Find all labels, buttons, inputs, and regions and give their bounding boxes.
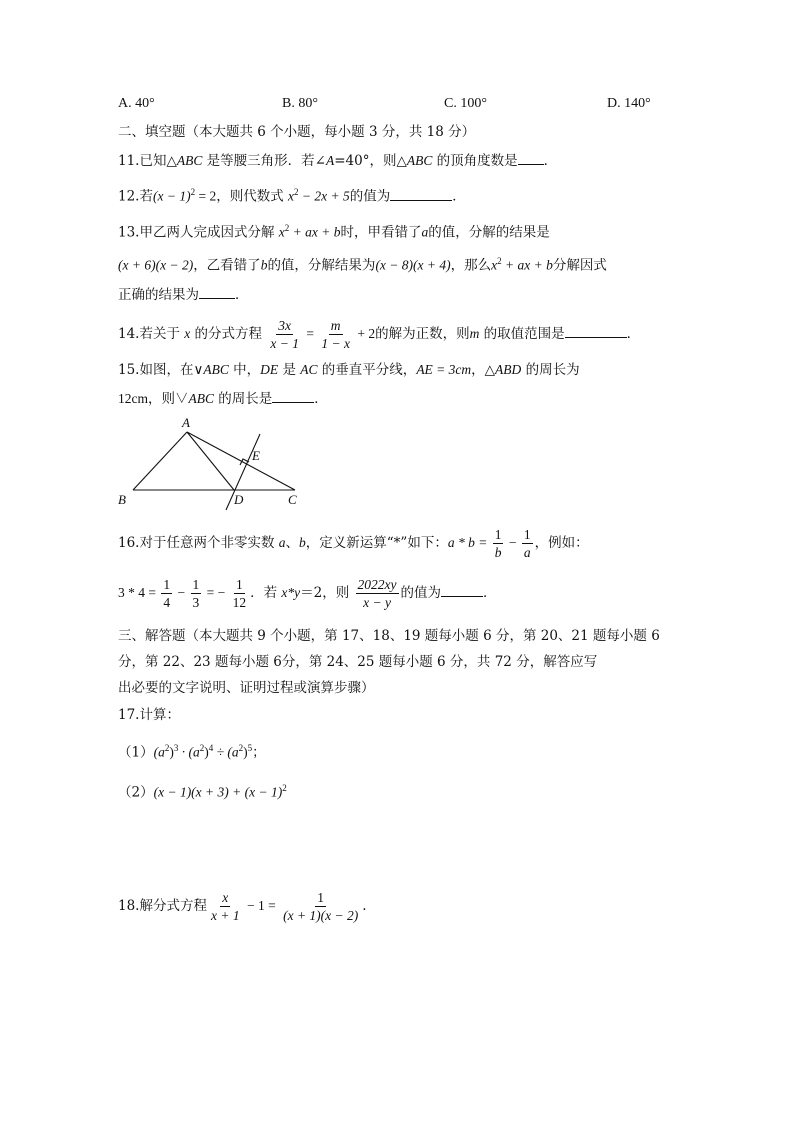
question-17-title: 17.计算：: [118, 707, 180, 723]
q18-text: 18.解分式方程: [118, 898, 207, 914]
q16-ex-fraction-1: [161, 576, 172, 611]
label-b: B: [118, 492, 126, 507]
answer-blank: [390, 186, 452, 201]
fraction-denominator: b: [494, 545, 502, 560]
q15-text: ，△: [471, 362, 496, 378]
q16-ex-fraction-3: [231, 576, 249, 611]
q15-abc: ABC: [203, 362, 229, 377]
label-a: A: [182, 415, 190, 430]
exponent: 4: [208, 743, 214, 753]
q15-text: 中，: [228, 362, 261, 378]
q13-text: 时，甲看错了: [340, 224, 422, 241]
answer-blank: [565, 323, 627, 338]
fraction-numerator: x: [222, 890, 229, 905]
q11-a: A: [325, 153, 335, 168]
fraction-numerator: 1: [523, 527, 531, 542]
q17-expr: ): [169, 744, 174, 760]
q15-ac: AC: [300, 362, 318, 377]
fraction-numerator: 1: [192, 577, 200, 592]
side-ac: [187, 432, 295, 490]
q13-poly: + ax + b: [289, 224, 341, 240]
section2-heading: 二、填空题（本大题共 6 个小题，每小题 3 分，共 18 分）: [118, 124, 476, 140]
section3-heading-line1: 三、解答题（本大题共 9 个小题，第 17、18、19 题每小题 6 分，第 20、21 题每小题 6: [118, 628, 660, 644]
fraction-numerator: 1: [317, 890, 325, 905]
fraction-denominator: a: [523, 545, 531, 560]
question-15-line2: 12cm，则∨ABC 的周长是 ．: [118, 388, 328, 409]
q14-text: 14.若关于: [118, 326, 185, 342]
q12-expression: x: [288, 188, 294, 204]
q16-xy: x*y: [281, 585, 301, 600]
label-e: E: [252, 448, 260, 463]
q15-de: DE: [260, 362, 279, 377]
fraction-denominator: 1 − x: [321, 336, 350, 351]
q15-abd: ABD: [495, 362, 522, 377]
question-16-line2: 3 * 4 = $\frac{1}{4}$ − $\frac{1}{3}$ = − $\frac{1}{12}$ ．若 x*y＝2，则 $\frac{2022xy}{x - y}$ 的值为 ．: [118, 577, 497, 610]
q15-text: 12cm，则∨: [118, 391, 189, 406]
q13-poly: x: [278, 224, 285, 240]
q12-text: ，则代数式: [216, 188, 288, 205]
q13-text: 13.甲乙两人完成因式分解: [118, 224, 279, 241]
q11-abc: ABC: [406, 153, 433, 168]
q13-text: 分解因式: [552, 257, 607, 274]
q11-text: 是等腰三角形．若∠: [202, 153, 326, 169]
q16-ex-fraction-2: [191, 576, 202, 611]
q14-fraction-2: [319, 317, 352, 352]
fraction-denominator: x + 1: [210, 908, 240, 923]
q13-b: b: [260, 257, 268, 273]
q11-text: 的顶角度数是: [432, 153, 518, 169]
question-13-line3: 正确的结果为 ．: [118, 284, 249, 305]
q12-expression: − 2x + 5: [298, 188, 350, 204]
exponent: 2: [199, 743, 205, 753]
q14-text: 的分式方程: [190, 326, 267, 342]
q16-minus: −: [505, 535, 520, 550]
q16-minus: −: [174, 585, 189, 600]
q15-text: 的垂直平分线，: [317, 362, 417, 378]
q14-m: m: [469, 326, 480, 341]
fraction-numerator: m: [330, 318, 341, 333]
question-12: 12.若$(x - 1)^2 = 2$，则代数式 $x^2 - 2x + 5$的值为 ．: [118, 187, 466, 205]
fraction-denominator: x − 1: [270, 336, 299, 351]
q16-equals: = −: [203, 585, 229, 600]
q13-poly: x: [491, 257, 498, 273]
q11-abc: ABC: [176, 153, 203, 168]
q15-abc: ABC: [188, 391, 214, 406]
q13-exponent: 2: [497, 256, 502, 266]
fraction-numerator: 3x: [278, 318, 292, 333]
q13-exponent: 2: [284, 223, 290, 233]
q14-plus: + 2: [353, 326, 376, 341]
q11-text: 11.已知△: [118, 153, 177, 169]
q14-x: x: [184, 326, 191, 341]
q13-factor: (x − 8)(x + 4): [375, 257, 451, 273]
q13-text: ，那么: [450, 257, 492, 274]
section3-heading-line3: 出必要的文字说明、证明过程或演算步骤）: [118, 680, 375, 696]
q18-fraction-1: [209, 889, 242, 924]
q18-text: .: [362, 898, 367, 914]
q14-equals: =: [302, 326, 318, 341]
question-17-part1: [118, 738, 266, 763]
answer-blank: [199, 284, 235, 299]
q12-exponent: 2: [294, 187, 299, 197]
answer-blank: [518, 150, 544, 165]
q16-text: 、: [285, 535, 300, 551]
q16-fraction: [356, 576, 399, 611]
q12-text: 12.若: [118, 188, 153, 205]
q17-expr: (a: [153, 744, 165, 760]
q16-def-fraction-2: [522, 526, 533, 561]
question-11: 11.已知△ABC 是等腰三角形．若∠A=40°，则△ABC 的顶角度数是 ．: [118, 150, 557, 171]
q13-text: 正确的结果为: [118, 287, 199, 303]
exponent: 5: [247, 743, 253, 753]
q12-text: 的值为: [349, 188, 391, 205]
q13-text: 的值，分解的结果是: [428, 224, 550, 241]
q16-def-fraction-1: [493, 526, 504, 561]
q13-text: ，乙看错了: [193, 257, 261, 274]
q18-equals: − 1 =: [243, 898, 280, 913]
q15-text: 的周长为: [521, 362, 580, 378]
q14-text: 的取值范围是: [479, 326, 565, 342]
q16-definition: a * b =: [447, 535, 491, 550]
answer-blank: [272, 388, 314, 403]
q17-expr: · (a: [178, 744, 200, 760]
q17-expr: ): [243, 744, 248, 760]
q15-ae: AE = 3cm: [416, 362, 472, 377]
q17-text: ；: [252, 744, 266, 761]
fraction-denominator: x − y: [363, 595, 391, 610]
choice-d: D. 140°: [607, 96, 651, 111]
fraction-numerator: 2022xy: [357, 577, 397, 592]
q15-text: 是: [278, 362, 301, 378]
q17-expr: ÷ (a: [213, 744, 239, 760]
question-18: [118, 884, 367, 928]
q16-text: 16.对于任意两个非零实数: [118, 535, 279, 551]
q16-text: ＝2，则: [300, 585, 354, 601]
fraction-denominator: 12: [232, 595, 247, 610]
q16-text: ，例如：: [534, 535, 589, 551]
section3-heading-line2: 分，第 22、23 题每小题 6分，第 24、25 题每小题 6 分，共 72 分，解答应写: [118, 654, 598, 670]
choice-c: C. 100°: [444, 96, 487, 111]
q16-a: a: [278, 535, 286, 550]
question-17-part2: [118, 778, 287, 803]
exponent: 2: [238, 743, 244, 753]
fraction-numerator: 1: [235, 577, 243, 592]
q12-expression: = 2: [195, 188, 217, 204]
exponent: 3: [173, 743, 179, 753]
question-15-line1: [118, 360, 580, 380]
q11-text: =40°，则△: [334, 153, 407, 169]
q18-fraction-2: [281, 889, 360, 924]
exponent: 2: [164, 743, 170, 753]
choice-a: A. 40°: [118, 96, 155, 111]
question-16-line1: [118, 522, 589, 564]
side-ab: [133, 432, 187, 490]
fraction-numerator: 1: [494, 527, 502, 542]
q13-factor: (x + 6)(x − 2): [118, 257, 194, 273]
q16-text: 的值为: [400, 585, 442, 601]
triangle-figure: [112, 412, 312, 516]
q16-example: 3 * 4 =: [118, 585, 160, 600]
fraction-denominator: (x + 1)(x − 2): [283, 908, 359, 923]
segment-ad: [187, 432, 234, 490]
q13-text: 的值，分解结果为: [267, 257, 376, 274]
choice-b: B. 80°: [282, 96, 318, 111]
answer-blank: [441, 582, 483, 597]
fraction-denominator: 4: [163, 595, 171, 610]
part-label: （2）: [118, 784, 154, 801]
q17-expr: (x − 1)(x + 3) + (x − 1): [153, 784, 283, 800]
q15-text: 的周长是: [214, 391, 273, 407]
question-13-line1: [118, 218, 550, 243]
q16-text: ，定义新运算“*”如下：: [305, 535, 448, 551]
q16-text: ．若: [250, 585, 282, 601]
q13-a: a: [421, 224, 429, 240]
question-13-line2: [118, 251, 607, 276]
exponent: 2: [282, 783, 287, 793]
q14-fraction-1: [268, 317, 301, 352]
part-label: （1）: [118, 744, 154, 761]
label-d: D: [234, 492, 244, 507]
q17-expr: ): [204, 744, 209, 760]
q14-text: 的解为正数，则: [375, 326, 470, 342]
q16-b: b: [299, 535, 306, 550]
q13-poly: + ax + b: [501, 257, 553, 273]
q15-text: 15.如图，在∨: [118, 362, 204, 378]
label-c: C: [288, 492, 297, 507]
q12-exponent: 2: [190, 187, 196, 197]
question-14: 14.若关于 x 的分式方程 $\frac{3x}{x - 1}$ = $\frac{m}{1 - x}$ + 2的解为正数，则m 的取值范围是 ．: [118, 318, 641, 351]
fraction-denominator: 3: [192, 595, 200, 610]
fraction-numerator: 1: [163, 577, 171, 592]
q12-expression: (x − 1): [152, 188, 191, 204]
